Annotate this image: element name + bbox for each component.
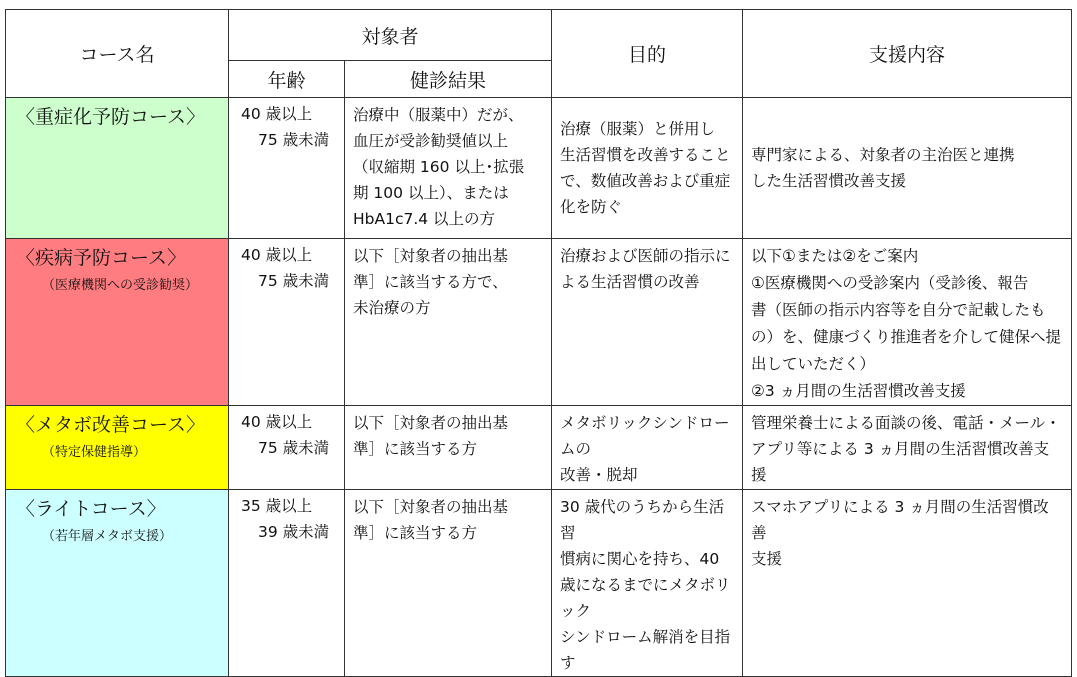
- course-name: 〈メタボ改善コース〉: [16, 414, 206, 436]
- age-from: 35 歳以上: [241, 497, 313, 515]
- checkup-result-cell: 以下［対象者の抽出基 準］に該当する方: [345, 490, 552, 677]
- course-subtitle: （若年層メタボ支援）: [42, 529, 173, 544]
- course-cell: [6, 490, 229, 677]
- course-cell: [6, 406, 229, 490]
- age-from: 40 歳以上: [241, 413, 313, 431]
- course-name: 〈ライトコース〉: [16, 498, 166, 520]
- course-subtitle: （医療機関への受診勧奨）: [42, 278, 199, 293]
- purpose-cell: 治療（服薬）と併用し 生活習慣を改善すること で、数値改善および重症 化を防ぐ: [552, 98, 743, 239]
- header-course-name: コース名: [6, 10, 229, 98]
- course-table: [5, 9, 1072, 677]
- table-row: [6, 98, 1072, 239]
- checkup-result-cell: 以下［対象者の抽出基 準］に該当する方: [345, 406, 552, 490]
- purpose-cell: メタボリックシンドロームの 改善・脱却: [552, 406, 743, 490]
- table-row: [6, 490, 1072, 677]
- age-cell: [229, 490, 345, 677]
- age-cell: [229, 98, 345, 239]
- checkup-result-cell: 以下［対象者の抽出基 準］に該当する方で、 未治療の方: [345, 239, 552, 406]
- table-row: [6, 239, 1072, 406]
- age-cell: [229, 406, 345, 490]
- header-purpose: 目的: [552, 10, 743, 98]
- age-to: 75 歳未満: [258, 439, 330, 457]
- age-cell: [229, 239, 345, 406]
- purpose-cell: 30 歳代のうちから生活習 慣病に関心を持ち、40 歳になるまでにメタボリック シンドローム解消を目指 す: [552, 490, 743, 677]
- support-cell: スマホアプリによる 3 ヵ月間の生活習慣改善 支援: [743, 490, 1072, 677]
- age-from: 40 歳以上: [241, 246, 313, 264]
- course-subtitle: （特定保健指導）: [42, 445, 147, 460]
- support-cell: 管理栄養士による面談の後、電話・メール・ アプリ等による 3 ヵ月間の生活習慣改善支援: [743, 406, 1072, 490]
- header-age: 年齢: [229, 61, 345, 98]
- checkup-result-cell: 治療中（服薬中）だが、 血圧が受診勧奨値以上 （収縮期 160 以上･拡張 期 100 以上）、または HbA1c7.4 以上の方: [345, 98, 552, 239]
- course-cell: [6, 98, 229, 239]
- table-row: [6, 406, 1072, 490]
- course-cell: [6, 239, 229, 406]
- age-to: 75 歳未満: [258, 131, 330, 149]
- course-name: 〈疾病予防コース〉: [16, 247, 187, 269]
- course-name: 〈重症化予防コース〉: [16, 106, 206, 128]
- header-support: 支援内容: [743, 10, 1072, 98]
- support-cell: 以下①または②をご案内 ①医療機関への受診案内（受診後、報告 書（医師の指示内容等を自分で記載したも の）を、健康づくり推進者を介して健保へ提 出していただく） ②3 ヵ月間の生活習慣改善支援: [743, 239, 1072, 406]
- purpose-cell: 治療および医師の指示に よる生活習慣の改善: [552, 239, 743, 406]
- header-checkup-result: 健診結果: [345, 61, 552, 98]
- header-target: 対象者: [229, 10, 552, 61]
- age-from: 40 歳以上: [241, 105, 313, 123]
- age-to: 39 歳未満: [258, 523, 330, 541]
- support-cell: 専門家による、対象者の主治医と連携 した生活習慣改善支援: [743, 98, 1072, 239]
- age-to: 75 歳未満: [258, 272, 330, 290]
